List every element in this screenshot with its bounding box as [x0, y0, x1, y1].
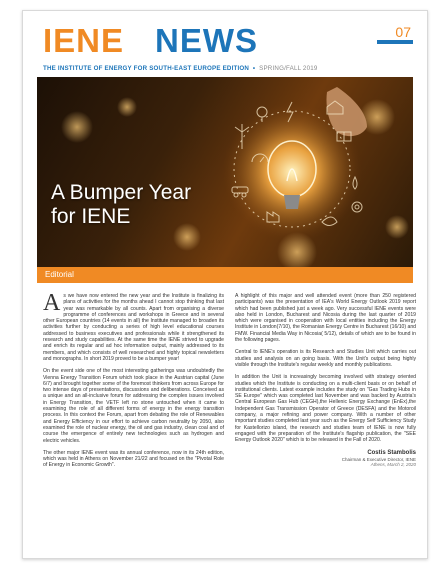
- signature-role: Chairman & Executive Director, IENE: [341, 456, 416, 462]
- article-paragraph: On the event side one of the most interesting gatherings was undoubtedly the Vienna Energy Transition Forum which took place in the Austrian capital (June 6/7) and brought together some of the foremost thinkers from across Europe for two intense days of presentations, discussions and deliberations. Conceived as a unique and an all-inclusive forum for addressing the complex issues involved in Energy Transition, the VETF left no stone untouched when it came to examining the role of all different forms of energy in the energy transition process. In this context the Forum, apart from debating the role of Renewables and Energy Efficiency in our effort to achieve carbon neutrality by 2050, also examined the role of nuclear energy, the oil and gas industry, clean coal and of course the emergence of entirely new technologies such as hydrogen and electric vehicles.: [43, 368, 224, 444]
- gear-icon: [352, 202, 362, 212]
- article-column-right: [235, 293, 416, 468]
- signature-date: Athens, March 2, 2020: [370, 462, 416, 468]
- brand-logo-iene: IENE: [43, 22, 125, 59]
- article-paragraph: A highlight of this major and well attended event (more than 250 registered participants) was the presentation of IEA's World Energy Outlook 2019 report which had been published just a week ago. Very successful IENE events were also held in London, Bucharest and Nicosia during the last quarter of 2019 which were organised in cooperation with local entities including the Energy Institute in London(7/10), the Romanian Energy Centre in Bucharest (16/10) and FMW. Financial Media Way in Nicosia( 5/12), details of which are to be found in the following pages.: [235, 293, 416, 344]
- newsletter-page: [22, 10, 428, 559]
- hero-illustration: [37, 77, 413, 267]
- hero-title-line-2: for IENE: [51, 205, 131, 228]
- issue-bar: [377, 40, 413, 44]
- article-paragraph: [43, 290, 224, 362]
- section-label: Editorial: [45, 270, 74, 279]
- edition-label: SPRING/FALL 2019: [259, 65, 318, 72]
- article-paragraph: Central to IENE's operation is its Research and Studies Unit which carries out studies and analysis on an going basis. With the Unit's output being highly visible through the Institute's regular weekly and monthly publications.: [235, 349, 416, 368]
- brand-logo-news: NEWS: [155, 22, 258, 59]
- signature-name: Costis Stambolis: [367, 449, 416, 456]
- hero-title-line-1: A Bumper Year: [51, 181, 192, 204]
- hero-title: [51, 181, 191, 229]
- drop-cap: A: [43, 290, 61, 316]
- article-paragraph: In addition the Unit is increasingly becoming involved with strategy oriented studies which the Institute is conducting on a multi-client basis or on behalf of institutional clients. Latest example includes the study on "Gas Trading Hubs in SE Europe" which was completed last November and was backed by Austria's Central European Gas Hub (CEGH),the Hellenic Energy Exchange (EnEx),the Independent Gas Transmission Operator of Greece (DESFA) and the Motoroil company, a major refining and power company. With a number of other important studies completed last year such as the Energy Self Sufficiency Study for Kastellorizo island, the research and studies team of IENE is now fully engaged with the preparation of the Institute's flagship publication, the "SEE Energy Outlook 2020" which is to be released in the Fall of 2020.: [235, 374, 416, 444]
- paragraph-text: s we have now entered the new year and the Institute is finalizing its plans of activities for the months ahead I cannot stop thinking that last year was remarkable by all counts. Apart from organising a diverse programme of conferences and workshops in Greece and in several other European countries (14 events in all) the Institute managed to broaden its activities further by conducting a series of high level educational courses addressed to business executives and professionals while it strengthened its research and study capabilities. At the same time the IENE strived to upgrade and enrich its regular and ad hoc information output, mainly addressed to its members, and which consists of well researched and highly topical newsletters and monographs. In short 2019 proved to be a bumper year!: [43, 293, 224, 362]
- tagline-separator: •: [251, 65, 258, 72]
- article-column-left: [43, 290, 224, 475]
- section-bar: [37, 267, 413, 283]
- issue-number: 07: [395, 24, 411, 40]
- article-paragraph: The other major IENE event was its annual conference, now in its 24th edition, which was held in Athens on November 21/22 and focused on the "Pivotal Role of Energy in Economic Growth".: [43, 449, 224, 469]
- hero-image: [37, 77, 413, 267]
- masthead-tagline: [43, 65, 318, 72]
- tagline-text: THE INSTITUTE OF ENERGY FOR SOUTH-EAST EUROPE EDITION: [43, 65, 250, 72]
- masthead: [43, 24, 413, 58]
